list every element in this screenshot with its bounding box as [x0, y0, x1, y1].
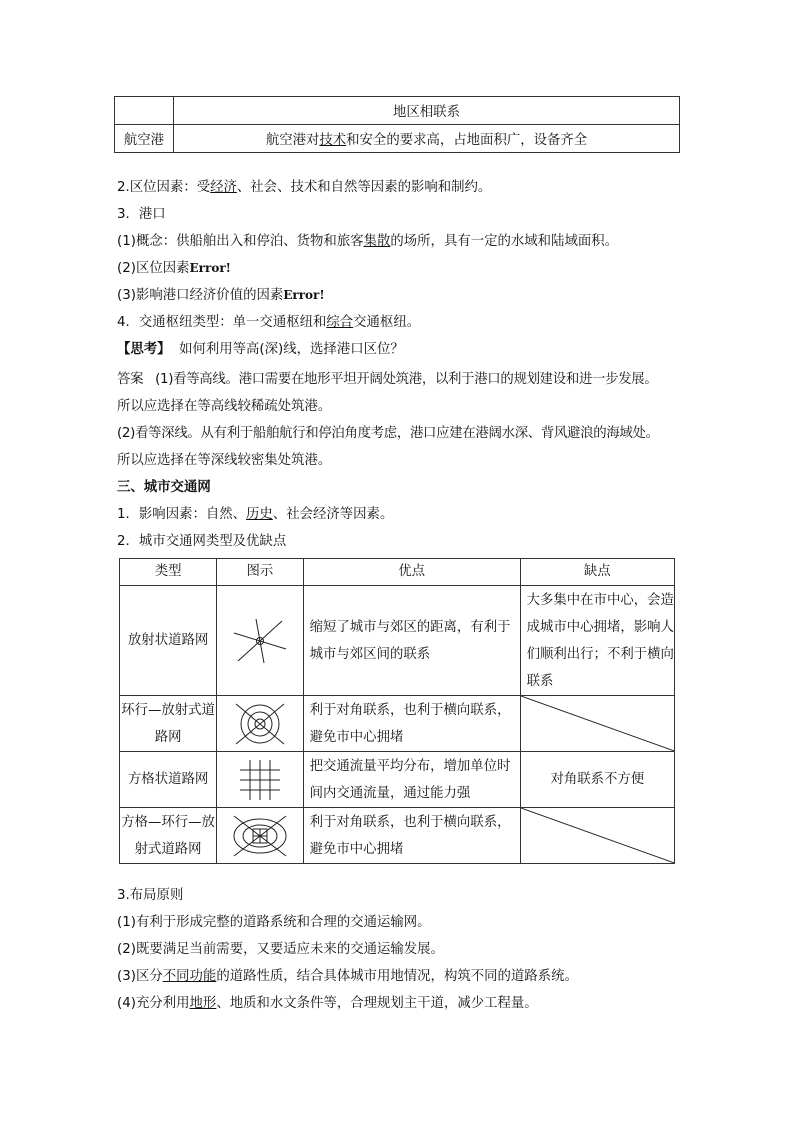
paragraph — [117, 963, 687, 990]
table-cell: 缩短了城市与郊区的距离，有利于城市与郊区间的联系 — [303, 586, 520, 696]
error-text: Error! — [189, 261, 231, 275]
table-header: 优点 — [303, 559, 520, 586]
paragraph — [117, 282, 687, 309]
section-heading: 三、城市交通网 — [117, 480, 211, 495]
text: 航空港对 — [265, 133, 320, 148]
table-cell: 地区相联系 — [174, 97, 680, 125]
table-cell: 方格—环行—放射式道路网 — [120, 808, 217, 864]
ring-radial-network-icon — [232, 702, 288, 746]
diagonal-slash — [521, 696, 674, 751]
label: 答案 — [117, 372, 144, 387]
text: 、社会、技术和自然等因素的影响和制约。 — [236, 180, 492, 195]
underlined-text: 经济 — [210, 180, 237, 195]
think-question — [117, 336, 687, 363]
heading: 3．港口 — [117, 207, 166, 222]
paragraph — [117, 990, 687, 1017]
text: 的场所，具有一定的水域和陆域面积。 — [390, 234, 619, 249]
table-header: 类型 — [120, 559, 217, 586]
ring-radial-figure — [217, 696, 303, 752]
table-cell: 对角联系不方便 — [520, 752, 674, 808]
paragraph — [117, 309, 687, 336]
empty-slashed-cell — [520, 696, 674, 752]
text: (2)区位因素 — [117, 261, 190, 276]
text: (1)概念：供船舶出入和停泊、货物和旅客 — [117, 234, 364, 249]
underlined-text: 不同功能 — [162, 969, 217, 984]
paragraph — [117, 174, 687, 201]
grid-network-figure — [217, 752, 303, 808]
text: (1)看等高线。港口需要在地形平坦开阔处筑港，以利于港口的规划建设和进一步发展。 — [155, 372, 658, 387]
table-cell: 利于对角联系，也利于横向联系，避免市中心拥堵 — [303, 808, 520, 864]
text: 、地质和水文条件等，合理规划主干道，减少工程量。 — [216, 996, 538, 1011]
table-cell — [174, 125, 680, 153]
text: 和安全的要求高，占地面积广，设备齐全 — [346, 133, 588, 148]
paragraph — [117, 501, 687, 528]
answer-line: 所以应选择在等高线较稀疏处筑港。 — [117, 399, 332, 414]
text: (4)充分利用 — [117, 996, 190, 1011]
underlined-text: 地形 — [189, 996, 217, 1011]
underlined-text: 集散 — [363, 234, 391, 249]
underlined-text: 综合 — [326, 315, 354, 330]
paragraph: 2．城市交通网类型及优缺点 — [117, 534, 287, 549]
table-cell — [115, 97, 174, 125]
table-header: 缺点 — [520, 559, 674, 586]
airport-table — [114, 96, 680, 153]
table-cell: 利于对角联系，也利于横向联系，避免市中心拥堵 — [303, 696, 520, 752]
table-cell: 放射状道路网 — [120, 586, 217, 696]
text: 、社会经济等因素。 — [272, 507, 394, 522]
text: (3)影响港口经济价值的因素 — [117, 288, 284, 303]
table-cell: 环行—放射式道路网 — [120, 696, 217, 752]
grid-network-icon — [238, 758, 282, 802]
underlined-text: 技术 — [319, 133, 347, 148]
text: 如何利用等高(深)线，选择港口区位？ — [179, 342, 404, 357]
grid-ring-radial-network-icon — [230, 814, 290, 858]
diagonal-slash — [521, 808, 674, 863]
grid-ring-radial-figure — [217, 808, 303, 864]
radial-network-figure — [217, 586, 303, 696]
table-header: 图示 — [217, 559, 303, 586]
text: 交通枢纽。 — [353, 315, 421, 330]
text: 4．交通枢纽类型：单一交通枢纽和 — [117, 315, 327, 330]
radial-network-icon — [230, 611, 290, 671]
paragraph — [117, 255, 687, 282]
empty-slashed-cell — [520, 808, 674, 864]
error-text: Error! — [283, 288, 325, 302]
answer-line: (2)看等深线。从有利于船舶航行和停泊角度考虑，港口应建在港阔水深、背风避浪的海域处。 — [117, 426, 659, 441]
table-cell: 把交通流量平均分布，增加单位时间内交通流量，通过能力强 — [303, 752, 520, 808]
text: 2.区位因素：受 — [117, 180, 211, 195]
underlined-text: 历史 — [246, 507, 273, 522]
answer-line: 所以应选择在等深线较密集处筑港。 — [117, 453, 332, 468]
answer-line — [117, 366, 687, 393]
paragraph — [117, 228, 687, 255]
paragraph: (1)有利于形成完整的道路系统和合理的交通运输网。 — [117, 915, 431, 930]
text: 的道路性质，结合具体城市用地情况，构筑不同的道路系统。 — [216, 969, 578, 984]
paragraph: 3.布局原则 — [117, 888, 184, 903]
table-cell: 航空港 — [115, 125, 174, 153]
label: 【思考】 — [117, 342, 171, 357]
table-cell: 大多集中在市中心，会造成城市中心拥堵，影响人们顺利出行；不利于横向联系 — [520, 586, 674, 696]
text: (3)区分 — [117, 969, 163, 984]
paragraph: (2)既要满足当前需要，又要适应未来的交通运输发展。 — [117, 942, 444, 957]
text: 1．影响因素：自然、 — [117, 507, 247, 522]
city-network-table — [119, 558, 675, 864]
table-cell: 方格状道路网 — [120, 752, 217, 808]
